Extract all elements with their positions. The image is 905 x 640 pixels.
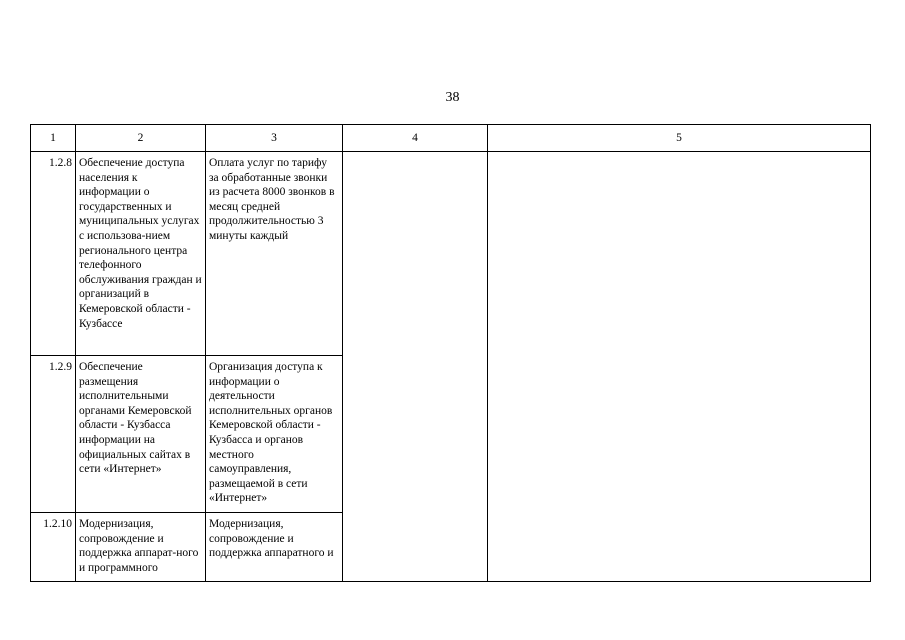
column-4-cell: [343, 152, 488, 582]
item-number-cell: [31, 513, 76, 582]
measure-name: Обеспечение размещения исполнительными органами Кемеровской области - Кузбасса информации на официальных сайтах в сети «Интернет»: [79, 361, 192, 476]
measure-name-cell: [76, 356, 206, 513]
item-number: 1.2.9: [49, 361, 72, 373]
table-row: [31, 152, 871, 356]
table-header-row: [31, 125, 871, 152]
item-number-cell: [31, 356, 76, 513]
column-header: 3: [206, 125, 343, 152]
measure-name: Модернизация, сопровождение и поддержка аппарат-ного и программного: [79, 518, 199, 574]
page-number: 38: [445, 90, 460, 105]
measure-description-cell: [206, 356, 343, 513]
document-table: [30, 124, 871, 582]
column-header: 2: [76, 125, 206, 152]
measure-description: Модернизация, сопровождение и поддержка аппаратного и: [209, 518, 334, 560]
column-header: 5: [488, 125, 871, 152]
column-header: 4: [343, 125, 488, 152]
measure-description-cell: [206, 152, 343, 356]
measure-description: Организация доступа к информации о деятельности исполнительных органов Кемеровской области - Кузбасса и органов местного самоуправления, размещаемой в сети «Интернет»: [209, 361, 333, 505]
measure-name: Обеспечение доступа населения к информации о государственных и муниципальных услугах с использова-нием регионального центра телефонного обслуживания граждан и организаций в Кемеровской области - Кузбассе: [79, 157, 202, 330]
measure-description-cell: [206, 513, 343, 582]
column-5-cell: [488, 152, 871, 582]
measure-description: Оплата услуг по тарифу за обработанные звонки из расчета 8000 звонков в месяц средней продолжительностью 3 минуты каждый: [209, 157, 335, 242]
measure-name-cell: [76, 513, 206, 582]
column-header: 1: [31, 125, 76, 152]
item-number: 1.2.8: [49, 157, 72, 169]
item-number-cell: [31, 152, 76, 356]
item-number: 1.2.10: [43, 518, 72, 530]
measure-name-cell: [76, 152, 206, 356]
